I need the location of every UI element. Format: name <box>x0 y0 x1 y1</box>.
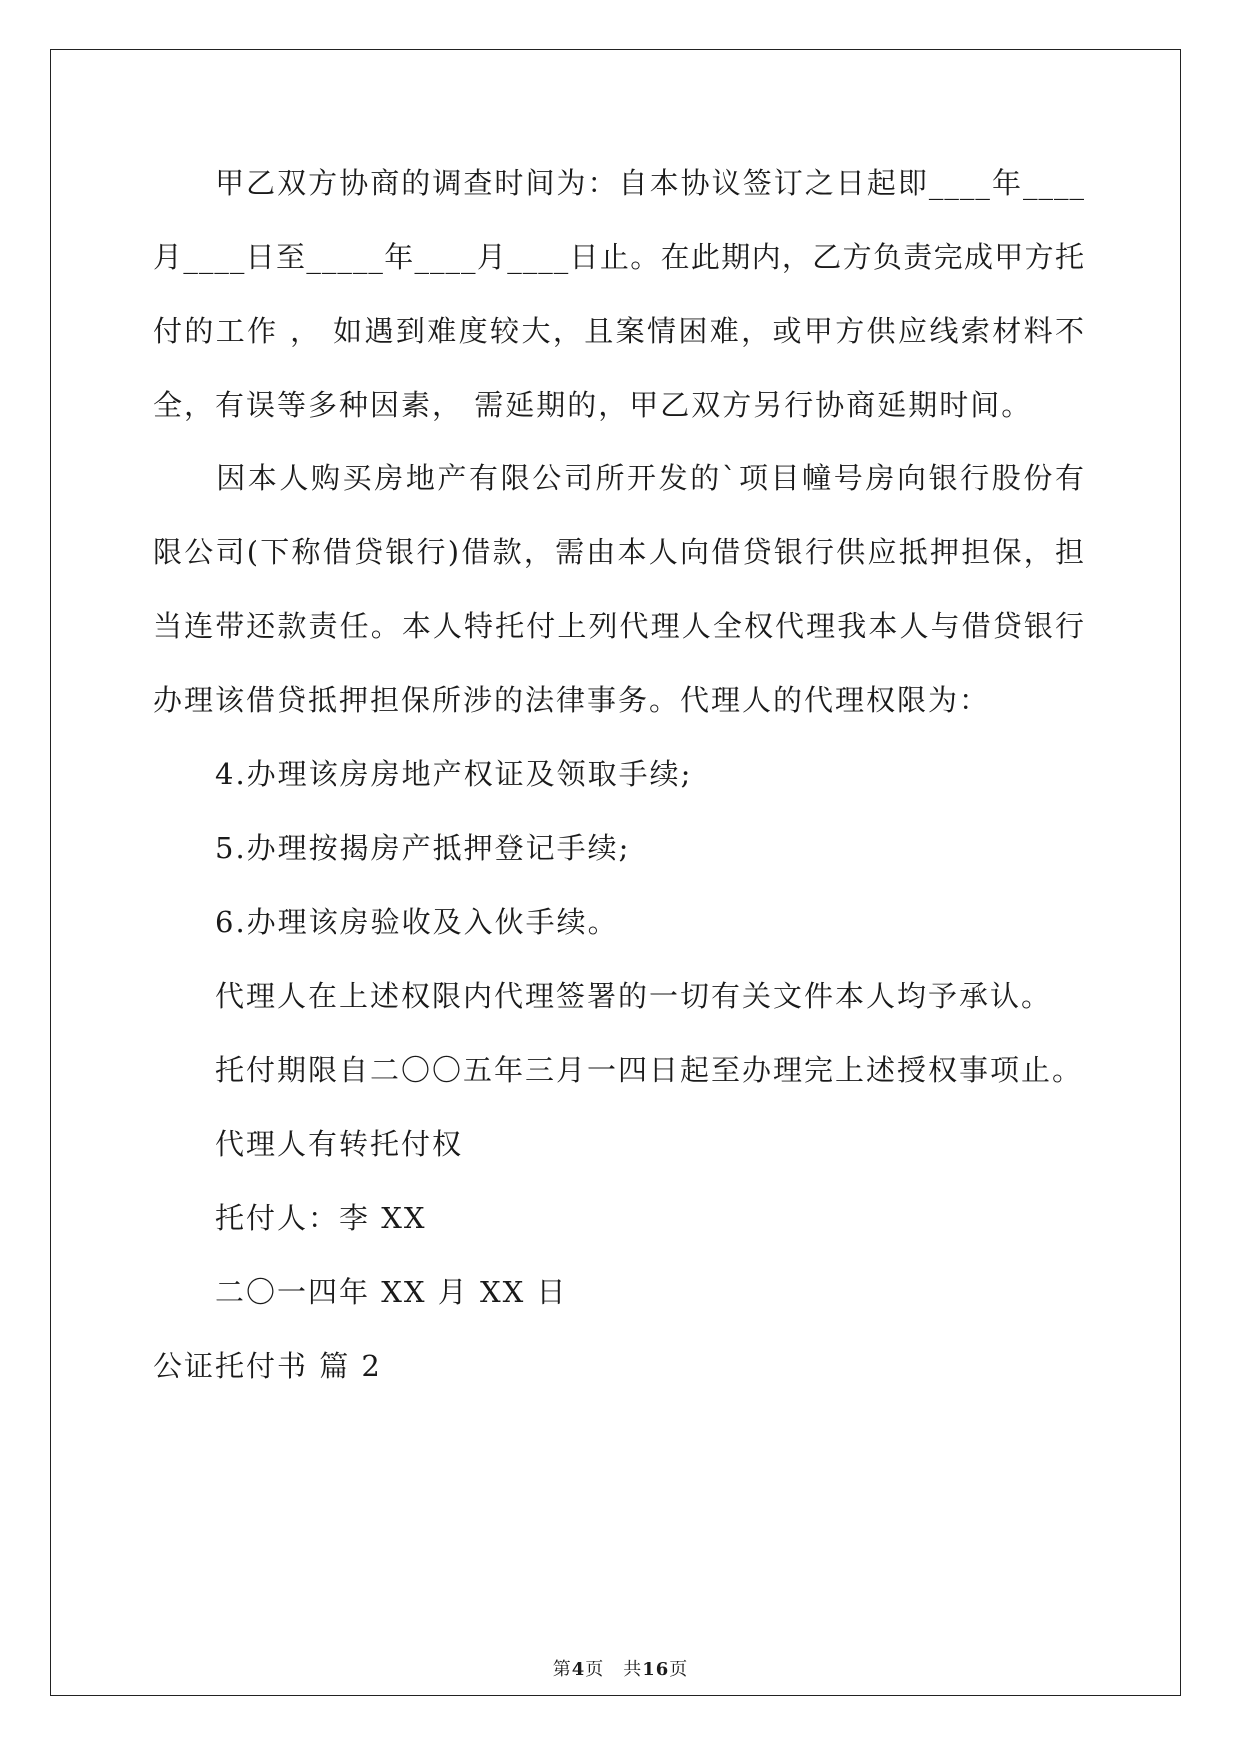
page-border <box>50 49 1181 1696</box>
footer-page-suffix: 页 <box>585 1659 605 1680</box>
current-page-number: 4 <box>571 1659 586 1680</box>
page-footer <box>0 1658 1241 1682</box>
signatory-line: 托付人：李 XX <box>153 1201 427 1235</box>
body-line: 月____日至_____年____月____日止。在此期内，乙方负责完成甲方托 <box>153 240 1085 274</box>
body-line: 限公司(下称借贷银行)借款，需由本人向借贷银行供应抵押担保，担 <box>153 535 1085 569</box>
total-page-number: 16 <box>642 1659 670 1680</box>
body-line: 代理人在上述权限内代理签署的一切有关文件本人均予承认。 <box>153 979 1053 1013</box>
list-item: 5.办理按揭房产抵押登记手续; <box>153 831 631 865</box>
list-item: 4.办理该房房地产权证及领取手续; <box>153 757 693 791</box>
date-line: 二〇一四年 XX 月 XX 日 <box>153 1275 568 1309</box>
body-line: 托付期限自二〇〇五年三月一四日起至办理完上述授权事项止。 <box>153 1053 1084 1087</box>
body-line: 全，有误等多种因素， 需延期的，甲乙双方另行协商延期时间。 <box>153 388 1033 422</box>
body-line: 当连带还款责任。本人特托付上列代理人全权代理我本人与借贷银行 <box>153 609 1085 643</box>
body-line: 代理人有转托付权 <box>153 1127 464 1161</box>
list-item: 6.办理该房验收及入伙手续。 <box>153 905 619 939</box>
body-line: 甲乙双方协商的调查时间为：自本协议签订之日起即____年____ <box>153 166 1085 200</box>
body-line: 办理该借贷抵押担保所涉的法律事务。代理人的代理权限为： <box>153 683 991 717</box>
footer-prefix: 第 <box>552 1659 572 1680</box>
footer-total-suffix: 页 <box>669 1659 689 1680</box>
body-line: 付的工作 ， 如遇到难度较大，且案情困难，或甲方供应线索材料不 <box>153 314 1085 348</box>
body-line: 因本人购买房地产有限公司所开发的`项目幢号房向银行股份有 <box>153 461 1085 495</box>
section-heading: 公证托付书 篇 2 <box>153 1349 382 1383</box>
footer-total-prefix: 共 <box>623 1659 643 1680</box>
